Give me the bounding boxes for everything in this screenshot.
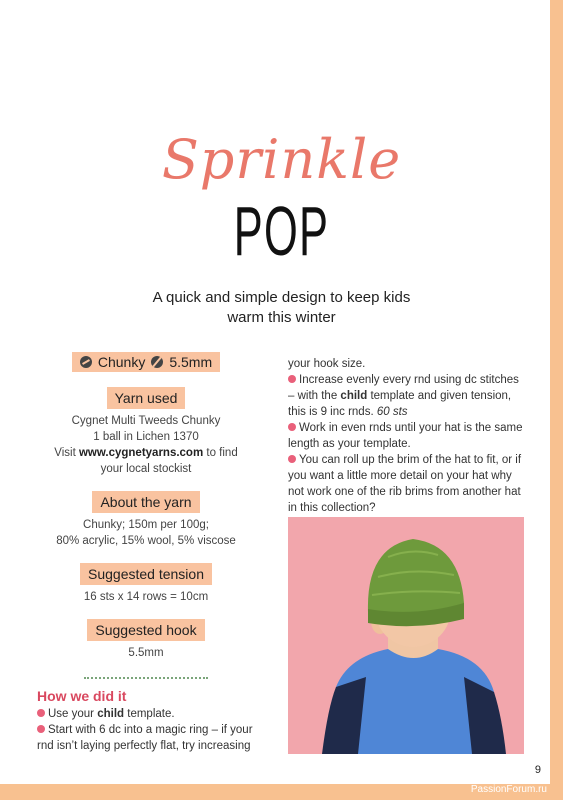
list-item-bold: child <box>97 708 125 720</box>
section-line: 1 ball in Lichen 1370 <box>93 431 199 443</box>
about-yarn-section <box>30 491 262 549</box>
crochet-hook-icon <box>151 356 163 368</box>
section-line: Cygnet Multi Tweeds Chunky <box>71 415 221 427</box>
list-item-text: Start with 6 dc into a magic ring – if your rnd isn’t laying perfectly flat, try increasing <box>37 724 253 752</box>
list-item-bold: child <box>340 390 368 402</box>
subtitle-line: A quick and simple design to keep kids <box>152 289 411 306</box>
bullet-dot-icon <box>37 725 45 733</box>
subtitle-line: warm this winter <box>227 309 336 326</box>
stockist-suffix: to find <box>203 447 238 459</box>
section-heading: About the yarn <box>92 491 199 513</box>
subtitle <box>80 288 483 328</box>
list-item-text: template and given tension, this is 9 inc rnds. <box>288 390 512 418</box>
hook-size: 5.5mm <box>169 354 213 370</box>
how-we-did-it-heading: How we did it <box>37 688 127 704</box>
bullet-dot-icon <box>288 455 296 463</box>
hat-photo <box>288 517 524 754</box>
list-item <box>37 722 263 754</box>
list-item <box>288 452 528 516</box>
yarn-info-bar <box>72 352 220 372</box>
list-item <box>37 706 263 722</box>
section-heading: Suggested tension <box>80 563 212 585</box>
list-item <box>288 420 528 452</box>
instructions-list-left <box>37 706 263 754</box>
section-line: 80% acrylic, 15% wool, 5% viscose <box>56 535 236 547</box>
list-item-text: Increase evenly every rnd using dc stitches – with the <box>288 374 519 402</box>
tension-section <box>30 563 262 605</box>
instructions-list-right <box>288 356 528 516</box>
list-item-text: Use your <box>48 708 98 720</box>
title-script: Sprinkle <box>161 128 402 191</box>
page-number: 9 <box>534 764 541 776</box>
watermark: PassionForum.ru <box>470 784 547 795</box>
list-item-text: You can roll up the brim of the hat to fit, or if you want a little more detail on your hat why not work one of the rib brims from another hat in this collection? <box>288 454 522 514</box>
hat-illustration <box>288 517 524 754</box>
list-item-italic: 60 sts <box>376 406 408 418</box>
dotted-divider <box>84 677 208 679</box>
stockist-line <box>30 445 262 461</box>
stockist-link[interactable]: www.cygnetyarns.com <box>78 447 204 459</box>
hook-section <box>30 619 262 661</box>
section-line: 16 sts x 14 rows = 10cm <box>83 591 209 603</box>
yarn-weight: Chunky <box>97 354 146 370</box>
stockist-line-2: your local stockist <box>100 463 192 475</box>
stockist-prefix: Visit <box>54 447 79 459</box>
title-main: POP <box>233 192 330 270</box>
bullet-dot-icon <box>288 423 296 431</box>
yarn-ball-icon <box>80 356 92 368</box>
bullet-dot-icon <box>288 375 296 383</box>
list-item-text: template. <box>124 708 175 720</box>
materials-column <box>30 352 262 679</box>
section-line: Chunky; 150m per 100g; <box>83 519 209 531</box>
section-heading: Suggested hook <box>87 619 204 641</box>
section-line: 5.5mm <box>128 647 164 659</box>
bullet-dot-icon <box>37 709 45 717</box>
list-item <box>288 372 528 420</box>
yarn-used-section <box>30 387 262 477</box>
list-item-continued: your hook size. <box>288 358 366 370</box>
page-edge-right <box>550 0 563 800</box>
section-heading: Yarn used <box>107 387 186 409</box>
list-item-text: Work in even rnds until your hat is the same length as your template. <box>288 422 523 450</box>
